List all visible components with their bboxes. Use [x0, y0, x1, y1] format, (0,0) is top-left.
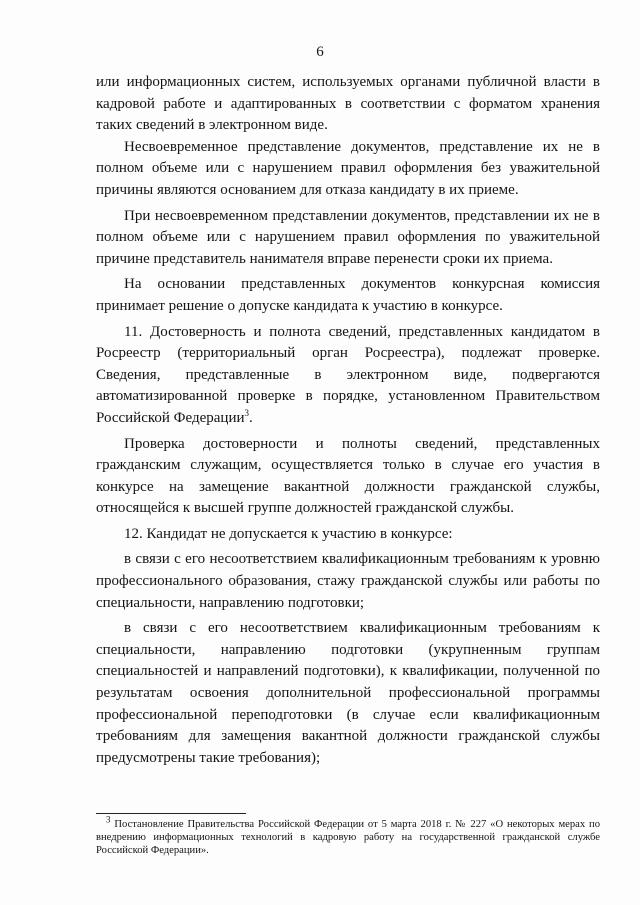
paragraph: или информационных систем, используемых органами публичной власти в кадровой работе и адаптированных в соответствии с форматом хранения таких сведений в электронном виде. — [96, 74, 600, 134]
paragraph: На основании представленных документов конкурсная комиссия принимает решение о допуске кандидата к участию в конкурсе. — [96, 276, 600, 314]
document-body — [96, 72, 600, 769]
paragraph: При несвоевременном представлении документов, представлении их не в полном объеме или с нарушением правил оформления по уважительной причине представитель нанимателя вправе перенести сроки их приема. — [96, 207, 600, 267]
paragraph-11 — [96, 322, 600, 430]
paragraph-11-text: 11. Достоверность и полнота сведений, представленных кандидатом в Росреестр (территориальный орган Росреестра), подлежат проверке. Сведения, представленные в электронном виде, подвергаются автоматизированной проверке в порядке, установленном Правительством Российской Федерации — [96, 323, 600, 426]
footnote-reference[interactable]: 3 — [244, 407, 250, 418]
paragraph: Проверка достоверности и полноты сведений, представленных гражданским служащим, осуществляется только в случае его участия в конкурсе на замещение вакантной должности гражданской службы, относящейся к высшей группе должностей гражданской службы. — [96, 435, 600, 517]
page-number: 6 — [316, 44, 324, 60]
footnote-separator — [96, 813, 246, 814]
footnote-text: Постановление Правительства Российской Федерации от 5 марта 2018 г. № 227 «О некоторых мерах по внедрению информационных технологий в кадровую работу на государственной гражданской службе Российской Федерации». — [96, 819, 600, 857]
list-item: в связи с его несоответствием квалификационным требованиям к уровню профессионального образования, стажу гражданской службы или работы по специальности, направлению подготовки; — [96, 551, 600, 611]
list-item: в связи с его несоответствием квалификационным требованиям к специальности, направлению подготовки (укрупненным группам специальностей и направлений подготовки), к квалификации, полученной по результатам освоения дополнительной профессиональной программы профессиональной переподготовки (в случае если квалификационным требованиям для замещения вакантной должности гражданской службы предусмотрены такие требования); — [96, 620, 600, 766]
footnote — [96, 814, 600, 858]
paragraph: Несвоевременное представление документов, представление их не в полном объеме или с нарушением правил оформления без уважительной причины являются основанием для отказа кандидату в их приеме. — [96, 138, 600, 198]
paragraph-12-heading: 12. Кандидат не допускается к участию в конкурсе: — [124, 525, 453, 542]
paragraph-11-end: . — [249, 409, 253, 426]
footnote-marker: 3 — [106, 814, 111, 825]
